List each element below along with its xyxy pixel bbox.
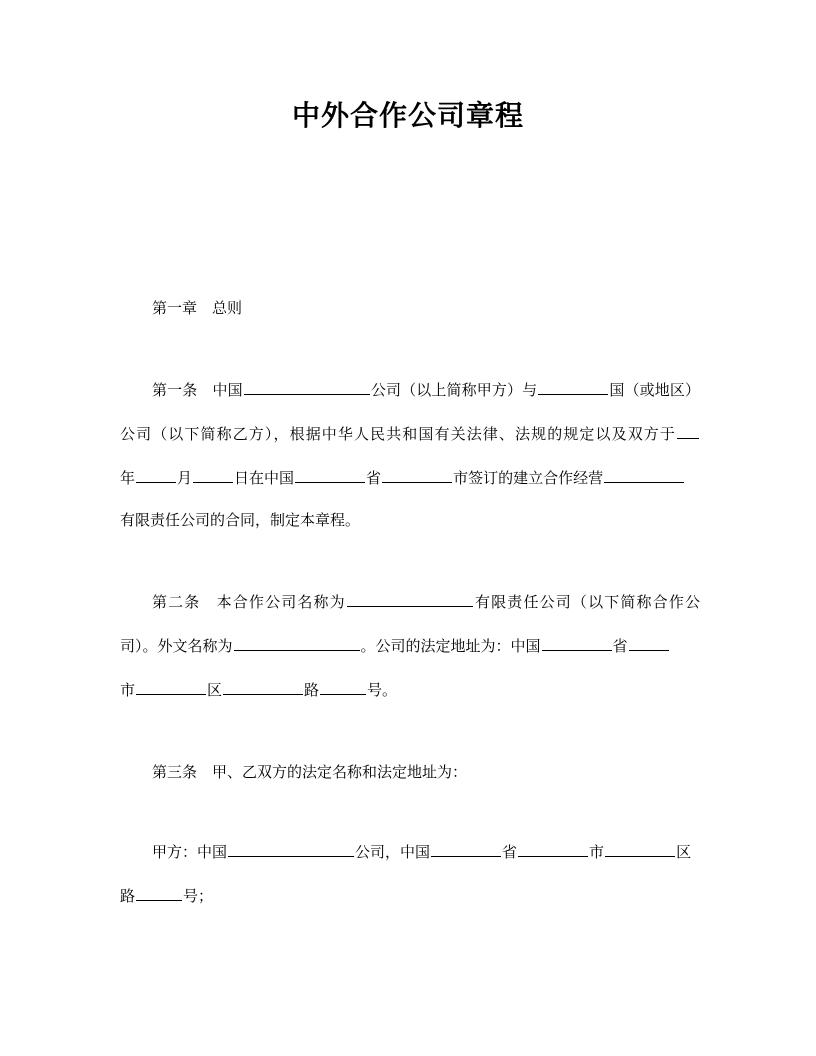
blank-field[interactable] bbox=[382, 467, 452, 483]
article-1-line-4: 有限责任公司的合同，制定本章程。 bbox=[120, 511, 361, 529]
blank-field[interactable] bbox=[347, 591, 473, 607]
article-2-line-3: 市 区 路 号。 bbox=[120, 681, 398, 699]
article-3-line-1: 第三条 甲、乙双方的法定名称和法定地址为： bbox=[152, 763, 468, 781]
blank-field[interactable] bbox=[320, 679, 366, 695]
blank-field[interactable] bbox=[234, 635, 360, 651]
chapter-heading: 第一章 总则 bbox=[152, 299, 243, 317]
article-1-line-2: 公司（以下简称乙方），根据中华人民共和国有关法律、法规的规定以及双方于 bbox=[120, 422, 700, 446]
article-2-line-2: 司）。外文名称为 。公司的法定地址为：中国 省 bbox=[120, 634, 700, 658]
blank-field[interactable] bbox=[193, 467, 233, 483]
blank-field[interactable] bbox=[136, 679, 206, 695]
article-1-line-1: 第一条 中国 公司（以上简称甲方）与 国（或地区） bbox=[152, 381, 700, 399]
blank-field[interactable] bbox=[605, 841, 675, 857]
blank-field[interactable] bbox=[542, 635, 612, 651]
document-title: 中外合作公司章程 bbox=[291, 99, 524, 132]
blank-field[interactable] bbox=[629, 635, 669, 651]
blank-field[interactable] bbox=[228, 841, 354, 857]
article-1-line-3: 年 月 日在中国 省 市签订的建立合作经营 bbox=[120, 466, 700, 490]
blank-field[interactable] bbox=[538, 379, 608, 395]
blank-field[interactable] bbox=[223, 679, 303, 695]
blank-field[interactable] bbox=[431, 841, 501, 857]
party-a-line-2: 路 号； bbox=[120, 887, 214, 905]
blank-field[interactable] bbox=[677, 423, 699, 439]
blank-field[interactable] bbox=[244, 379, 370, 395]
blank-field[interactable] bbox=[136, 467, 176, 483]
blank-field[interactable] bbox=[518, 841, 588, 857]
blank-field[interactable] bbox=[136, 885, 182, 901]
party-a-line-1: 甲方：中国 公司，中国 省 市 区 bbox=[152, 843, 692, 861]
article-2-line-1: 第二条 本合作公司名称为 有限责任公司（以下简称合作公 bbox=[152, 593, 700, 611]
blank-field[interactable] bbox=[295, 467, 365, 483]
blank-field[interactable] bbox=[604, 467, 684, 483]
